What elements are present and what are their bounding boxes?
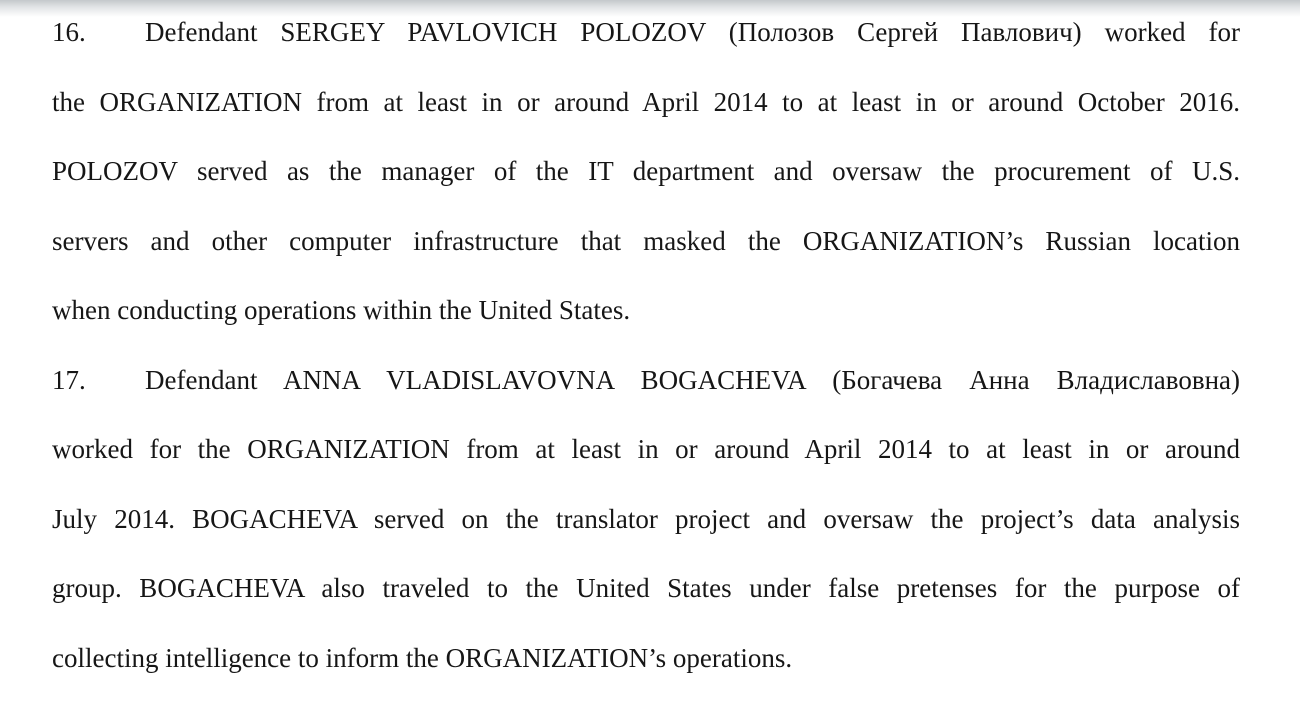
paragraph-17 bbox=[52, 346, 1240, 694]
text-line: group. BOGACHEVA also traveled to the United States under false pretenses for the purpose of bbox=[52, 573, 1240, 603]
text-line: when conducting operations within the United States. bbox=[52, 295, 631, 325]
text-line bbox=[52, 0, 1240, 68]
text-line: collecting intelligence to inform the ORGANIZATION’s operations. bbox=[52, 642, 793, 673]
paragraph-16 bbox=[52, 0, 1240, 346]
text-line: July 2014. BOGACHEVA served on the translator project and oversaw the project’s data analysis bbox=[52, 503, 1240, 534]
paragraph-number: 16. bbox=[52, 17, 86, 47]
paragraph-number: 17. bbox=[52, 364, 86, 395]
text-line: POLOZOV served as the manager of the IT department and oversaw the procurement of U.S. bbox=[52, 156, 1240, 186]
text-line: servers and other computer infrastructure that masked the ORGANIZATION’s Russian location bbox=[52, 225, 1240, 256]
document-text-block bbox=[52, 0, 1240, 693]
text-line: the ORGANIZATION from at least in or around April 2014 to at least in or around October 2016. bbox=[52, 86, 1240, 117]
text-line bbox=[52, 346, 1240, 416]
text-line-content: Defendant SERGEY PAVLOVICH POLOZOV (Полозов Сергей Павлович) worked for bbox=[145, 17, 1240, 47]
text-line-content: Defendant ANNA VLADISLAVOVNA BOGACHEVA (Богачева Анна Владиславовна) bbox=[145, 364, 1240, 395]
text-line: worked for the ORGANIZATION from at least in or around April 2014 to at least in or around bbox=[52, 434, 1240, 464]
